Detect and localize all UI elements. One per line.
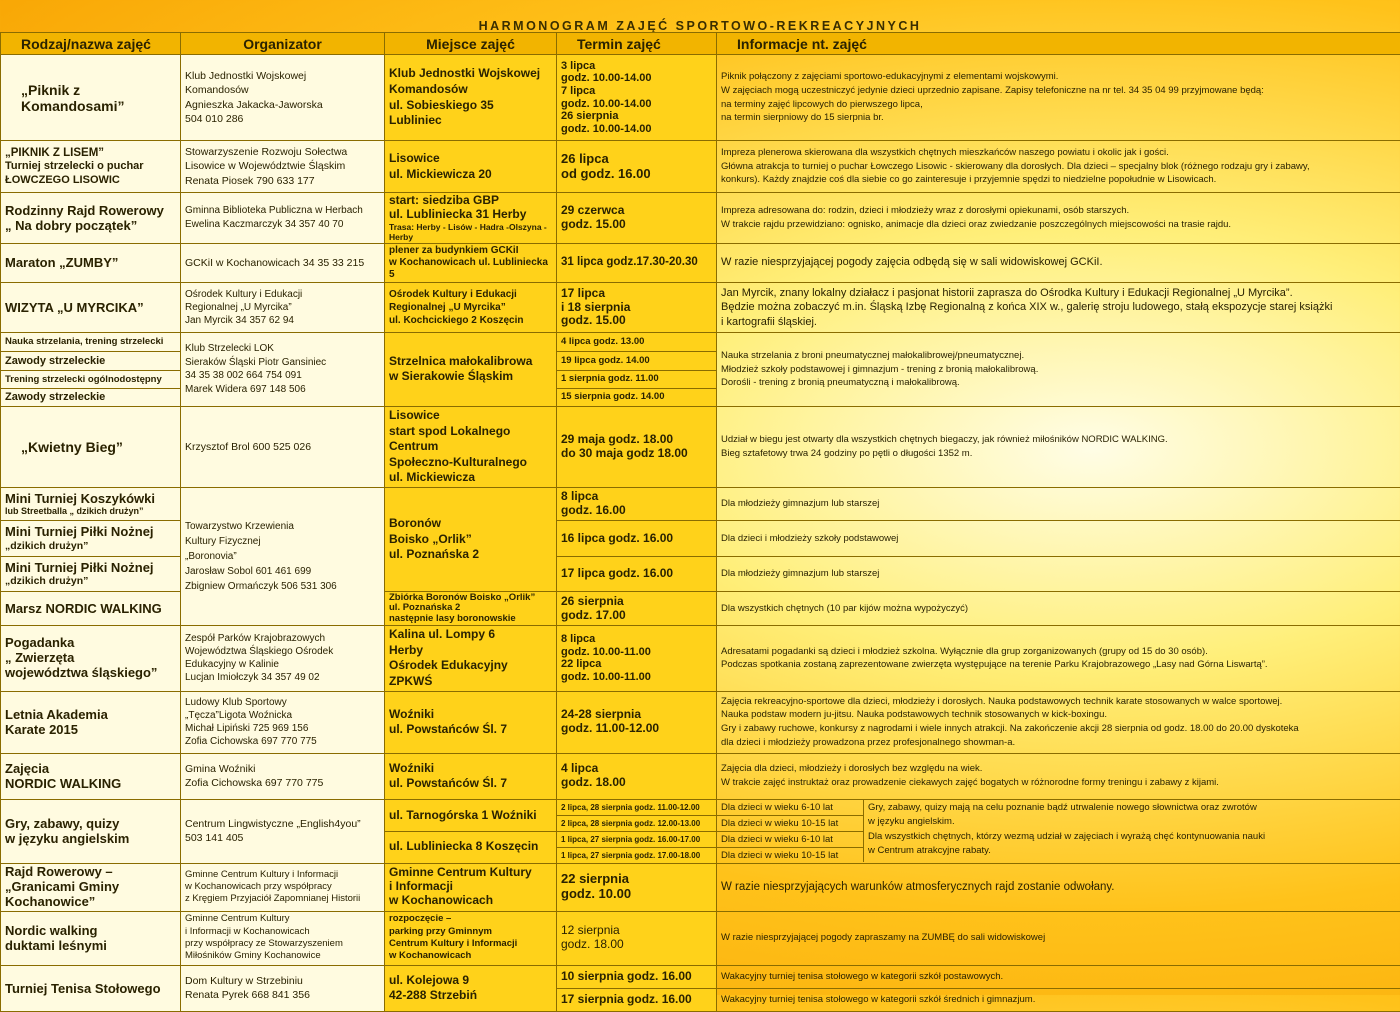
- activity-name: Zawody strzeleckie: [1, 388, 181, 406]
- place: Lisowice ul. Mickiewicza 20: [385, 141, 557, 193]
- info: Zajęcia rekreacyjno-sportowe dla dzieci, młodzieży i dorosłych. Nauka podstawowych technik karate stosowanych w walce sportowej. Nauka podstaw modern ju-jitsu. Nauka podstawowych technik stosowanych w kick-boxingu. Gry i zabawy ruchowe, konkursy z nagrodami i wiele innych atrakcji. Na zakończenie akcji 28 sierpnia od godz. 18.00 do 20.00 dyskoteka dla dzieci i młodzieży prowadzona przez profesjonalnego showman-a.: [717, 691, 1400, 753]
- table-row: [1, 863, 1400, 911]
- place: Klub Jednostki Wojskowej Komandosów ul. Sobieskiego 35 Lubliniec: [385, 55, 557, 141]
- header-place: Miejsce zajęć: [385, 33, 557, 55]
- organizer: Zespół Parków Krajobrazowych Województwa Śląskiego Ośrodek Edukacyjny w Kalinie Lucjan Imiołczyk 34 357 49 02: [181, 626, 385, 691]
- place: Kalina ul. Lompy 6 Herby Ośrodek Edukacyjny ZPKWŚ: [385, 626, 557, 691]
- organizer: Gminne Centrum Kultury i Informacji w Kochanowicach przy współpracy z Kręgiem Przyjaciół Zapomnianej Historii: [181, 863, 385, 911]
- age-group: Dla dzieci w wieku 10-15 lat: [717, 816, 863, 832]
- organizer: Ośrodek Kultury i Edukacji Regionalnej „U Myrcika” Jan Myrcik 34 357 62 94: [181, 282, 385, 332]
- age-group: Dla dzieci w wieku 10-15 lat: [717, 848, 863, 863]
- activity-name: Maraton „ZUMBY”: [1, 243, 181, 282]
- activity-name: „PIKNIK Z LISEM” Turniej strzelecki o puchar ŁOWCZEGO LISOWIC: [1, 141, 181, 193]
- place-koszecin: ul. Lubliniecka 8 Koszęcin: [385, 832, 556, 862]
- term: 19 lipca godz. 14.00: [557, 351, 717, 370]
- table-row: [1, 406, 1400, 487]
- table-row: [1, 799, 1400, 863]
- info: Impreza adresowana do: rodzin, dzieci i młodzieży wraz z dorosłymi opiekunami, osób starszych. W trakcie rajdu przewidziano: ognisko, animacje dla dzieci oraz zwiedzanie poszczególnych miejscowości na trasie rajdu.: [717, 193, 1400, 244]
- table-row: [1, 193, 1400, 244]
- organizer: GCKiI w Kochanowicach 34 35 33 215: [181, 243, 385, 282]
- age-group: Dla dzieci w wieku 6-10 lat: [717, 832, 863, 848]
- term-slot: 1 lipca, 27 sierpnia godz. 16.00-17.00: [557, 832, 716, 848]
- activity-name: WIZYTA „U MYRCIKA”: [1, 282, 181, 332]
- info: Dla młodzieży gimnazjum lub starszej: [717, 487, 1400, 520]
- age-groups: [717, 800, 864, 862]
- activity-name: Mini Turniej Piłki Nożnej „dzikich drużyn”: [1, 556, 181, 591]
- term: 15 sierpnia godz. 14.00: [557, 388, 717, 406]
- term: 8 lipca godz. 10.00-11.00 22 lipca godz. 10.00-11.00: [557, 626, 717, 691]
- table-row: [1, 141, 1400, 193]
- table-row: [1, 626, 1400, 691]
- activity-name: „Piknik z Komandosami”: [1, 55, 181, 141]
- table-row: [1, 282, 1400, 332]
- activity-name: „Kwietny Bieg”: [1, 406, 181, 487]
- info: Dla wszystkich chętnych (10 par kijów można wypożyczyć): [717, 591, 1400, 625]
- term: 17 sierpnia godz. 16.00: [557, 988, 717, 1011]
- table-row: [1, 753, 1400, 799]
- term: 17 lipca godz. 16.00: [557, 556, 717, 591]
- info: Udział w biegu jest otwarty dla wszystkich chętnych biegaczy, jak również miłośników NORDIC WALKING. Bieg sztafetowy trwa 24 godziny po pętli o długości 1352 m.: [717, 406, 1400, 487]
- activity-name: Rajd Rowerowy – „Granicami Gminy Kochanowice”: [1, 863, 181, 911]
- header-type: Rodzaj/nazwa zajęć: [1, 33, 181, 55]
- info: Impreza plenerowa skierowana dla wszystkich chętnych mieszkańców naszego powiatu i okolic jak i gości. Główna atrakcja to turniej o puchar Łowczego Lisowic - skierowany dla dorosłych. Dla dzieci – specjalny blok (różnego rodzaju gry i zabawy, konkurs). Każdy znajdzie coś dla siebie co go zainteresuje i przyjemnie spędzi to niedzielne popołudnie w Lisowicach.: [717, 141, 1400, 193]
- term: 1 sierpnia godz. 11.00: [557, 370, 717, 388]
- organizer: Centrum Lingwistyczne „English4you” 503 141 405: [181, 799, 385, 863]
- place: Woźniki ul. Powstańców Śl. 7: [385, 753, 557, 799]
- info: Nauka strzelania z broni pneumatycznej małokalibrowej/pneumatycznej. Młodzież szkoły podstawowej i gimnazjum - trening z bronią małokalibrową. Dorośli - trening z bronią pneumatyczną i małokalibrową.: [717, 332, 1400, 406]
- term: 26 lipca od godz. 16.00: [557, 141, 717, 193]
- organizer: Gmina Woźniki Zofia Cichowska 697 770 775: [181, 753, 385, 799]
- header-row: [1, 33, 1400, 55]
- activity-name: Nauka strzelania, trening strzelecki: [1, 332, 181, 351]
- table-row: [1, 691, 1400, 753]
- header-info: Informacje nt. zajęć: [717, 33, 1400, 55]
- term-slot: 2 lipca, 28 sierpnia godz. 12.00-13.00: [557, 816, 716, 832]
- info: W razie niesprzyjającej pogody zapraszamy na ZUMBĘ do sali widowiskowej: [717, 911, 1400, 965]
- term: 29 czerwca godz. 15.00: [557, 193, 717, 244]
- schedule-table: [0, 32, 1400, 1012]
- term: 17 lipca i 18 sierpnia godz. 15.00: [557, 282, 717, 332]
- activity-name: Marsz NORDIC WALKING: [1, 591, 181, 625]
- table-row: [1, 55, 1400, 141]
- activity-name: Pogadanka „ Zwierzęta województwa śląskiego”: [1, 626, 181, 691]
- info: Zajęcia dla dzieci, młodzieży i dorosłych bez względu na wiek. W trakcie zajęć instruktaż oraz prowadzenie ciekawych zajęć bogatych w różnorodne formy treningu i zabawy z kijami.: [717, 753, 1400, 799]
- activity-name: Zajęcia NORDIC WALKING: [1, 753, 181, 799]
- info: Wakacyjny turniej tenisa stołowego w kategorii szkół postawowych.: [717, 965, 1400, 988]
- info: Dla młodzieży gimnazjum lub starszej: [717, 556, 1400, 591]
- table-row: [1, 487, 1400, 520]
- organizer: Krzysztof Brol 600 525 026: [181, 406, 385, 487]
- term: 22 sierpnia godz. 10.00: [557, 863, 717, 911]
- place: Zbiórka Boronów Boisko „Orlik” ul. Poznańska 2 następnie lasy boronowskie: [385, 591, 557, 625]
- activity-name: Rodzinny Rajd Rowerowy „ Na dobry początek”: [1, 193, 181, 244]
- age-group: Dla dzieci w wieku 6-10 lat: [717, 800, 863, 816]
- organizer: Klub Jednostki Wojskowej Komandosów Agnieszka Jakacka-Jaworska 504 010 286: [181, 55, 385, 141]
- info: Adresatami pogadanki są dzieci i młodzież szkolna. Wyłącznie dla grup zorganizowanych (grupy od 15 do 30 osób). Podczas spotkania zostaną zaprezentowane zwierzęta występujące na terenie Parku Krajobrazowego „Lasy nad Górna Liswartą”.: [717, 626, 1400, 691]
- header-organizer: Organizator: [181, 33, 385, 55]
- organizer: Dom Kultury w Strzebiniu Renata Pyrek 668 841 356: [181, 965, 385, 1011]
- organizer: Gminne Centrum Kultury i Informacji w Kochanowicach przy współpracy ze Stowarzyszeniem Miłośników Gminy Kochanowice: [181, 911, 385, 965]
- term: 31 lipca godz.17.30-20.30: [557, 243, 717, 282]
- term: 29 maja godz. 18.00 do 30 maja godz 18.00: [557, 406, 717, 487]
- activity-name: Trening strzelecki ogólnodostępny: [1, 370, 181, 388]
- place-woźniki: ul. Tarnogórska 1 Woźniki: [385, 801, 556, 832]
- table-row: [1, 965, 1400, 988]
- place: Strzelnica małokalibrowa w Sierakowie Śląskim: [385, 332, 557, 406]
- term-slot: 1 lipca, 27 sierpnia godz. 17.00-18.00: [557, 848, 716, 863]
- organizer: Towarzystwo Krzewienia Kultury Fizycznej „Boronovia” Jarosław Sobol 601 461 699 Zbigniew Ormańczyk 506 531 306: [181, 487, 385, 625]
- activity-name: Letnia Akademia Karate 2015: [1, 691, 181, 753]
- place: ul. Kolejowa 9 42-288 Strzebiń: [385, 965, 557, 1011]
- place: Boronów Boisko „Orlik” ul. Poznańska 2: [385, 487, 557, 591]
- table-row: [1, 243, 1400, 282]
- english-info: Gry, zabawy, quizy mają na celu poznanie bądź utrwalenie nowego słownictwa oraz zwrotów w języku angielskim. Dla wszystkich chętnych, którzy wezmą udział w zajęciach i wyrażą chęć kontynuowania nauki w Centrum atrakcyjne rabaty.: [864, 800, 1269, 862]
- activity-name: Mini Turniej Piłki Nożnej „dzikich drużyn”: [1, 520, 181, 556]
- place: plener za budynkiem GCKiI w Kochanowicach ul. Lubliniecka 5: [385, 243, 557, 282]
- organizer: Gminna Biblioteka Publiczna w Herbach Ewelina Kaczmarczyk 34 357 40 70: [181, 193, 385, 244]
- term: 12 sierpnia godz. 18.00: [557, 911, 717, 965]
- activity-name: Turniej Tenisa Stołowego: [1, 965, 181, 1011]
- table-row: [1, 911, 1400, 965]
- organizer: Stowarzyszenie Rozwoju Sołectwa Lisowice w Województwie Śląskim Renata Piosek 790 633 177: [181, 141, 385, 193]
- place: Gminne Centrum Kultury i Informacji w Kochanowicach: [385, 863, 557, 911]
- activity-name: Nordic walking duktami leśnymi: [1, 911, 181, 965]
- activity-name: Gry, zabawy, quizy w języku angielskim: [1, 799, 181, 863]
- activity-name: Zawody strzeleckie: [1, 351, 181, 370]
- organizer: Klub Strzelecki LOK Sieraków Śląski Piotr Gansiniec 34 35 38 002 664 754 091 Marek Widera 697 148 506: [181, 332, 385, 406]
- info: W razie niesprzyjającej pogody zajęcia odbędą się w sali widowiskowej GCKiI.: [717, 243, 1400, 282]
- table-row: [1, 332, 1400, 351]
- term: 8 lipca godz. 16.00: [557, 487, 717, 520]
- info: W razie niesprzyjających warunków atmosferycznych rajd zostanie odwołany.: [717, 863, 1400, 911]
- place: Lisowice start spod Lokalnego Centrum Społeczno-Kulturalnego ul. Mickiewicza: [385, 406, 557, 487]
- term-slot: 2 lipca, 28 sierpnia godz. 11.00-12.00: [557, 800, 716, 816]
- term: 3 lipca godz. 10.00-14.00 7 lipca godz. 10.00-14.00 26 sierpnia godz. 10.00-14.00: [557, 55, 717, 141]
- place: Ośrodek Kultury i Edukacji Regionalnej „U Myrcika” ul. Kochcickiego 2 Koszęcin: [385, 282, 557, 332]
- place: [385, 799, 557, 863]
- term: 16 lipca godz. 16.00: [557, 520, 717, 556]
- term: 10 sierpnia godz. 16.00: [557, 965, 717, 988]
- term: 4 lipca godz. 13.00: [557, 332, 717, 351]
- activity-name: Mini Turniej Koszykówki lub Streetballa „ dzikich drużyn”: [1, 487, 181, 520]
- info: Dla dzieci i młodzieży szkoły podstawowej: [717, 520, 1400, 556]
- info: Wakacyjny turniej tenisa stołowego w kategorii szkół średnich i gimnazjum.: [717, 988, 1400, 1011]
- place: start: siedziba GBP ul. Lubliniecka 31 Herby Trasa: Herby - Lisów - Hadra -Olszyna -Herby: [385, 193, 557, 244]
- term: 24-28 sierpnia godz. 11.00-12.00: [557, 691, 717, 753]
- place: Woźniki ul. Powstańców Śl. 7: [385, 691, 557, 753]
- term: 26 sierpnia godz. 17.00: [557, 591, 717, 625]
- header-term: Termin zajęć: [557, 33, 717, 55]
- info: [717, 799, 1400, 863]
- term: [557, 799, 717, 863]
- info: Jan Myrcik, znany lokalny działacz i pasjonat historii zaprasza do Ośrodka Kultury i Edukacji Regionalnej „U Myrcika”. Będzie można zobaczyć m.in. Śląską Izbę Regionalną z końca XIX w., galerię stroju ludowego, stałą ekspozycje starej książki i kartografii śląskiej.: [717, 282, 1400, 332]
- term: 4 lipca godz. 18.00: [557, 753, 717, 799]
- info: Piknik połączony z zajęciami sportowo-edukacyjnymi z elementami wojskowymi. W zajęciach mogą uczestniczyć jedynie dzieci uprzednio zapisane. Zapisy telefoniczne na nr tel. 34 35 04 99 przyjmowane będą: na terminy zajęć lipcowych do pierwszego lipca, na termin sierpniowy do 15 sierpnia br.: [717, 55, 1400, 141]
- page-title: HARMONOGRAM ZAJĘĆ SPORTOWO-REKREACYJNYCH: [0, 19, 1400, 33]
- organizer: Ludowy Klub Sportowy „Tęcza”Ligota Woźnicka Michał Lipiński 725 969 156 Zofia Cichowska 697 770 775: [181, 691, 385, 753]
- place: rozpoczęcie – parking przy Gminnym Centrum Kultury i Informacji w Kochanowicach: [385, 911, 557, 965]
